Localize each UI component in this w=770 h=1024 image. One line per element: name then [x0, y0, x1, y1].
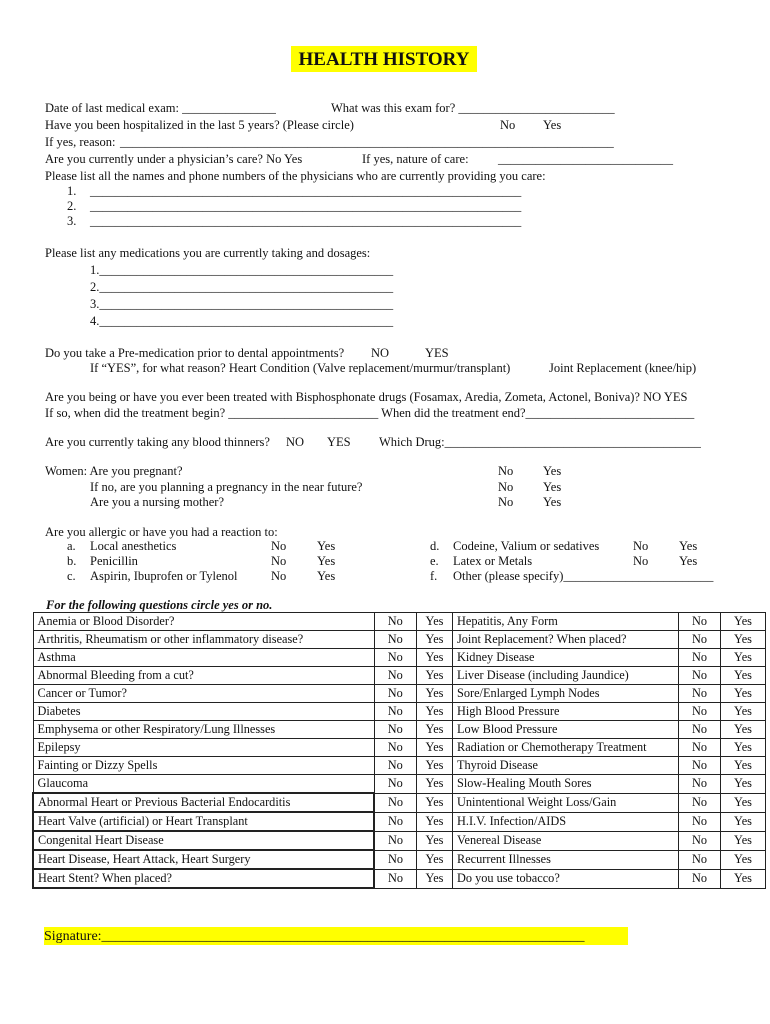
table-row [33, 850, 766, 869]
condition-no-option[interactable]: No [679, 850, 721, 869]
blood-thinners-no-option[interactable]: NO [286, 435, 305, 449]
allergy-other-field[interactable]: Other (please specify)________________________ [453, 569, 714, 583]
condition-label: Abnormal Bleeding from a cut? [33, 667, 374, 685]
condition-label: Unintentional Weight Loss/Gain [453, 793, 679, 812]
planning-pregnancy-question: If no, are you planning a pregnancy in the near future? [90, 480, 363, 494]
condition-yes-option[interactable]: Yes [721, 775, 766, 794]
condition-label: Liver Disease (including Jaundice) [453, 667, 679, 685]
condition-yes-option[interactable]: Yes [721, 757, 766, 775]
condition-no-option[interactable]: No [679, 775, 721, 794]
condition-yes-option[interactable]: Yes [721, 869, 766, 888]
condition-no-option[interactable]: No [374, 721, 417, 739]
condition-yes-option[interactable]: Yes [417, 721, 453, 739]
physician-3-number: 3. [67, 214, 77, 228]
condition-no-option[interactable]: No [374, 757, 417, 775]
allergy-no-option[interactable]: No [633, 539, 649, 553]
reason-blank[interactable]: _______________________________________________________________________________ [120, 135, 614, 149]
condition-yes-option[interactable]: Yes [417, 613, 453, 631]
condition-yes-option[interactable]: Yes [417, 685, 453, 703]
condition-yes-option[interactable]: Yes [417, 793, 453, 812]
allergy-letter: b. [67, 554, 77, 568]
nursing-no-option[interactable]: No [498, 495, 514, 509]
allergy-label: Latex or Metals [453, 554, 533, 568]
condition-yes-option[interactable]: Yes [417, 850, 453, 869]
condition-label: Do you use tobacco? [453, 869, 679, 888]
condition-label: H.I.V. Infection/AIDS [453, 812, 679, 831]
condition-label: Sore/Enlarged Lymph Nodes [453, 685, 679, 703]
page-title: HEALTH HISTORY [291, 46, 477, 72]
condition-label: Hepatitis, Any Form [453, 613, 679, 631]
condition-label: Epilepsy [33, 739, 374, 757]
allergy-letter: e. [430, 554, 439, 568]
physician-2-blank[interactable]: _____________________________________________________________________ [90, 199, 522, 213]
condition-no-option[interactable]: No [679, 869, 721, 888]
allergy-label: Local anesthetics [90, 539, 177, 553]
questions-heading: For the following questions circle yes or no. [46, 598, 273, 612]
premedication-reason-heart[interactable]: If “YES”, for what reason? Heart Condition (Valve replacement/murmur/transplant) [90, 361, 511, 375]
condition-label: Arthritis, Rheumatism or other inflammatory disease? [33, 631, 374, 649]
condition-yes-option[interactable]: Yes [417, 812, 453, 831]
condition-yes-option[interactable]: Yes [417, 631, 453, 649]
allergy-label: Aspirin, Ibuprofen or Tylenol [90, 569, 238, 583]
signature-field[interactable]: Signature:_____________________________________________________________________ [44, 927, 628, 945]
condition-yes-option[interactable]: Yes [721, 667, 766, 685]
allergy-label: Penicillin [90, 554, 138, 568]
table-row [33, 685, 766, 703]
condition-no-option[interactable]: No [374, 613, 417, 631]
condition-no-option[interactable]: No [374, 775, 417, 794]
allergy-letter: d. [430, 539, 440, 553]
nursing-question: Are you a nursing mother? [90, 495, 224, 509]
allergy-letter: f. [430, 569, 438, 583]
condition-label: Emphysema or other Respiratory/Lung Illnesses [33, 721, 374, 739]
condition-yes-option[interactable]: Yes [417, 757, 453, 775]
reason-label: If yes, reason: [45, 135, 116, 149]
medication-1-blank[interactable]: 1._______________________________________________ [90, 263, 394, 277]
allergy-no-option[interactable]: No [271, 554, 287, 568]
treatment-dates-fields[interactable]: If so, when did the treatment begin? ________________________ When did the treatment end?___________________________ [45, 406, 695, 420]
medications-prompt: Please list any medications you are currently taking and dosages: [45, 246, 371, 260]
pregnant-question: Women: Are you pregnant? [45, 464, 183, 478]
condition-yes-option[interactable]: Yes [417, 649, 453, 667]
allergy-yes-option[interactable]: Yes [679, 554, 698, 568]
table-row [33, 667, 766, 685]
condition-no-option[interactable]: No [374, 831, 417, 850]
nature-of-care-label: If yes, nature of care: [362, 152, 469, 166]
condition-label: Congenital Heart Disease [33, 831, 374, 850]
bisphosphonate-question[interactable]: Are you being or have you ever been treated with Bisphosphonate drugs (Fosamax, Aredia, Zometa, Actonel, Boniva)? NO YES [45, 390, 688, 404]
condition-label: Heart Stent? When placed? [33, 869, 374, 888]
condition-yes-option[interactable]: Yes [721, 739, 766, 757]
condition-no-option[interactable]: No [679, 667, 721, 685]
condition-no-option[interactable]: No [679, 685, 721, 703]
table-row [33, 649, 766, 667]
premedication-no-option[interactable]: NO [371, 346, 390, 360]
allergy-letter: a. [67, 539, 76, 553]
condition-no-option[interactable]: No [679, 831, 721, 850]
allergy-no-option[interactable]: No [271, 569, 287, 583]
pregnant-no-option[interactable]: No [498, 464, 514, 478]
exam-purpose-field[interactable]: What was this exam for? _________________________ [331, 101, 615, 115]
condition-label: Kidney Disease [453, 649, 679, 667]
condition-yes-option[interactable]: Yes [721, 613, 766, 631]
condition-no-option[interactable]: No [374, 869, 417, 888]
blood-thinners-yes-option[interactable]: YES [327, 435, 351, 449]
blood-thinners-question: Are you currently taking any blood thinners? [45, 435, 270, 449]
physician-1-blank[interactable]: _____________________________________________________________________ [90, 184, 522, 198]
condition-no-option[interactable]: No [374, 685, 417, 703]
condition-label: Venereal Disease [453, 831, 679, 850]
condition-yes-option[interactable]: Yes [417, 869, 453, 888]
condition-yes-option[interactable]: Yes [721, 685, 766, 703]
condition-yes-option[interactable]: Yes [721, 831, 766, 850]
allergy-no-option[interactable]: No [633, 554, 649, 568]
premedication-yes-option[interactable]: YES [425, 346, 449, 360]
physician-1-number: 1. [67, 184, 77, 198]
table-row [33, 631, 766, 649]
condition-yes-option[interactable]: Yes [417, 739, 453, 757]
allergy-yes-option[interactable]: Yes [679, 539, 698, 553]
allergy-label: Codeine, Valium or sedatives [453, 539, 600, 553]
premedication-question: Do you take a Pre-medication prior to dental appointments? [45, 346, 345, 360]
which-drug-field[interactable]: Which Drug:_________________________________________ [379, 435, 701, 449]
allergy-yes-option[interactable]: Yes [317, 539, 336, 553]
table-row [33, 812, 766, 831]
condition-no-option[interactable]: No [679, 649, 721, 667]
conditions-table [32, 612, 766, 889]
condition-yes-option[interactable]: Yes [721, 649, 766, 667]
allergy-yes-option[interactable]: Yes [317, 569, 336, 583]
condition-yes-option[interactable]: Yes [417, 667, 453, 685]
table-row [33, 757, 766, 775]
table-row [33, 721, 766, 739]
condition-no-option[interactable]: No [679, 793, 721, 812]
condition-label: Abnormal Heart or Previous Bacterial Endocarditis [33, 793, 374, 812]
physicians-prompt: Please list all the names and phone numbers of the physicians who are currently providing you care: [45, 169, 546, 183]
table-row [33, 613, 766, 631]
condition-no-option[interactable]: No [374, 850, 417, 869]
nature-of-care-blank[interactable]: ____________________________ [498, 152, 673, 166]
hospitalized-question: Have you been hospitalized in the last 5 years? (Please circle) [45, 118, 354, 132]
planning-yes-option[interactable]: Yes [543, 480, 562, 494]
condition-no-option[interactable]: No [374, 739, 417, 757]
condition-no-option[interactable]: No [374, 649, 417, 667]
condition-yes-option[interactable]: Yes [721, 850, 766, 869]
condition-yes-option[interactable]: Yes [417, 775, 453, 794]
condition-label: Heart Disease, Heart Attack, Heart Surgery [33, 850, 374, 869]
table-row [33, 775, 766, 794]
condition-label: Asthma [33, 649, 374, 667]
table-row [33, 831, 766, 850]
table-row [33, 793, 766, 812]
nursing-yes-option[interactable]: Yes [543, 495, 562, 509]
condition-label: Joint Replacement? When placed? [453, 631, 679, 649]
condition-yes-option[interactable]: Yes [721, 812, 766, 831]
condition-label: High Blood Pressure [453, 703, 679, 721]
hospitalized-yes-option[interactable]: Yes [543, 118, 562, 132]
condition-no-option[interactable]: No [679, 631, 721, 649]
physician-2-number: 2. [67, 199, 77, 213]
condition-no-option[interactable]: No [374, 793, 417, 812]
condition-no-option[interactable]: No [679, 757, 721, 775]
allergy-letter: c. [67, 569, 76, 583]
condition-label: Thyroid Disease [453, 757, 679, 775]
condition-yes-option[interactable]: Yes [721, 793, 766, 812]
condition-no-option[interactable]: No [679, 812, 721, 831]
medication-2-blank[interactable]: 2._______________________________________________ [90, 280, 394, 294]
condition-label: Anemia or Blood Disorder? [33, 613, 374, 631]
condition-label: Low Blood Pressure [453, 721, 679, 739]
condition-label: Radiation or Chemotherapy Treatment [453, 739, 679, 757]
condition-yes-option[interactable]: Yes [417, 831, 453, 850]
condition-no-option[interactable]: No [679, 703, 721, 721]
condition-no-option[interactable]: No [374, 667, 417, 685]
pregnant-yes-option[interactable]: Yes [543, 464, 562, 478]
allergies-prompt: Are you allergic or have you had a reaction to: [45, 525, 278, 539]
condition-no-option[interactable]: No [374, 631, 417, 649]
condition-yes-option[interactable]: Yes [417, 703, 453, 721]
condition-no-option[interactable]: No [679, 739, 721, 757]
condition-no-option[interactable]: No [374, 703, 417, 721]
medication-3-blank[interactable]: 3._______________________________________________ [90, 297, 394, 311]
condition-no-option[interactable]: No [679, 721, 721, 739]
condition-no-option[interactable]: No [679, 613, 721, 631]
table-row [33, 703, 766, 721]
condition-label: Fainting or Dizzy Spells [33, 757, 374, 775]
condition-label: Cancer or Tumor? [33, 685, 374, 703]
condition-label: Slow-Healing Mouth Sores [453, 775, 679, 794]
physician-3-blank[interactable]: _____________________________________________________________________ [90, 214, 522, 228]
hospitalized-no-option[interactable]: No [500, 118, 516, 132]
condition-yes-option[interactable]: Yes [721, 721, 766, 739]
planning-no-option[interactable]: No [498, 480, 514, 494]
allergy-yes-option[interactable]: Yes [317, 554, 336, 568]
allergy-no-option[interactable]: No [271, 539, 287, 553]
condition-yes-option[interactable]: Yes [721, 631, 766, 649]
condition-label: Diabetes [33, 703, 374, 721]
premedication-reason-joint[interactable]: Joint Replacement (knee/hip) [549, 361, 697, 375]
condition-label: Heart Valve (artificial) or Heart Transplant [33, 812, 374, 831]
condition-label: Glaucoma [33, 775, 374, 794]
condition-label: Recurrent Illnesses [453, 850, 679, 869]
condition-no-option[interactable]: No [374, 812, 417, 831]
physician-care-question[interactable]: Are you currently under a physician’s care? No Yes [45, 152, 303, 166]
table-row [33, 869, 766, 888]
condition-yes-option[interactable]: Yes [721, 703, 766, 721]
medication-4-blank[interactable]: 4._______________________________________________ [90, 314, 394, 328]
exam-date-field[interactable]: Date of last medical exam: _______________ [45, 101, 276, 115]
table-row [33, 739, 766, 757]
